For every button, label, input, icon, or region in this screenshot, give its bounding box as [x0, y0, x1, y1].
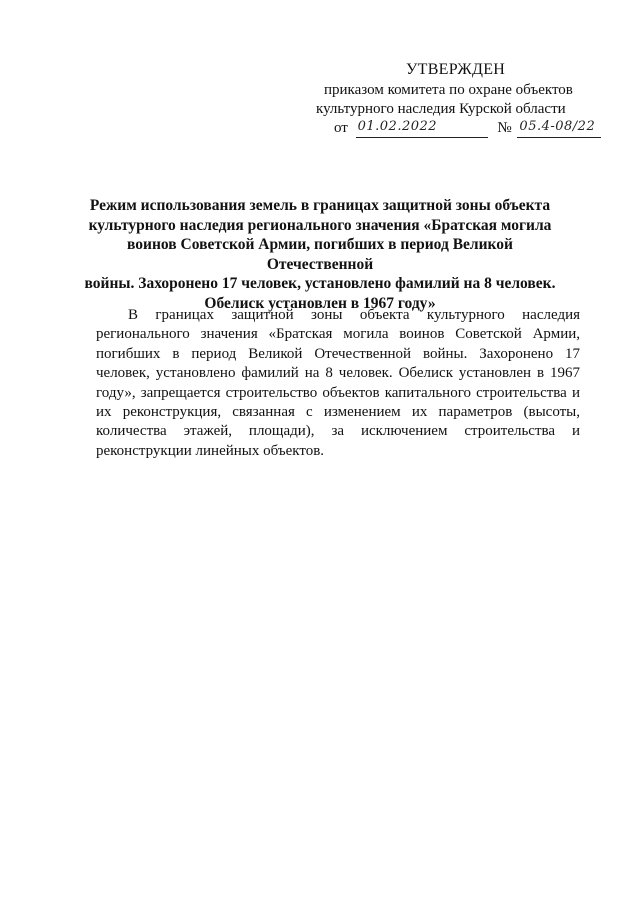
title-line: воинов Советской Армии, погибших в период Великой Отечественной: [127, 236, 513, 273]
document-title: [80, 196, 560, 313]
date-field: [356, 121, 488, 138]
approval-title: УТВЕРЖДЕН: [406, 61, 506, 78]
title-line: Обелиск установлен в 1967 году»: [204, 294, 436, 312]
handwritten-date: 01.02.2022: [357, 119, 438, 134]
title-line: войны. Захоронено 17 человек, установлено фамилий на 8 человек.: [84, 275, 556, 292]
approval-block: [310, 60, 600, 141]
approval-order-line-2: культурного наследия Курской области: [316, 101, 566, 117]
number-prefix: №: [497, 120, 512, 136]
date-prefix: от: [334, 120, 348, 136]
approval-order-line-1: приказом комитета по охране объектов: [324, 82, 573, 98]
document-body: [96, 306, 580, 461]
title-line: Режим использования земель в границах защитной зоны объекта: [89, 197, 551, 214]
approval-date-number-row: [310, 119, 600, 141]
body-paragraph: В границах защитной зоны объекта культурного наследия регионального значения «Братская могила воинов Советской Армии, погибших в период Великой Отечественной войны. Захоронено 17 человек, установлено фамилий на 8 человек. Обелиск установлен в 1967 году», запрещается строительство объектов капитального строительства и их реконструкция, связанная с изменением их параметров (высоты, количества этажей, площади), за исключением строительства и реконструкции линейных объектов.: [96, 307, 580, 459]
title-line: культурного наследия регионального значения «Братская могила: [88, 216, 552, 234]
handwritten-number: 05.4-08/22: [519, 119, 596, 134]
number-field: [517, 121, 601, 138]
